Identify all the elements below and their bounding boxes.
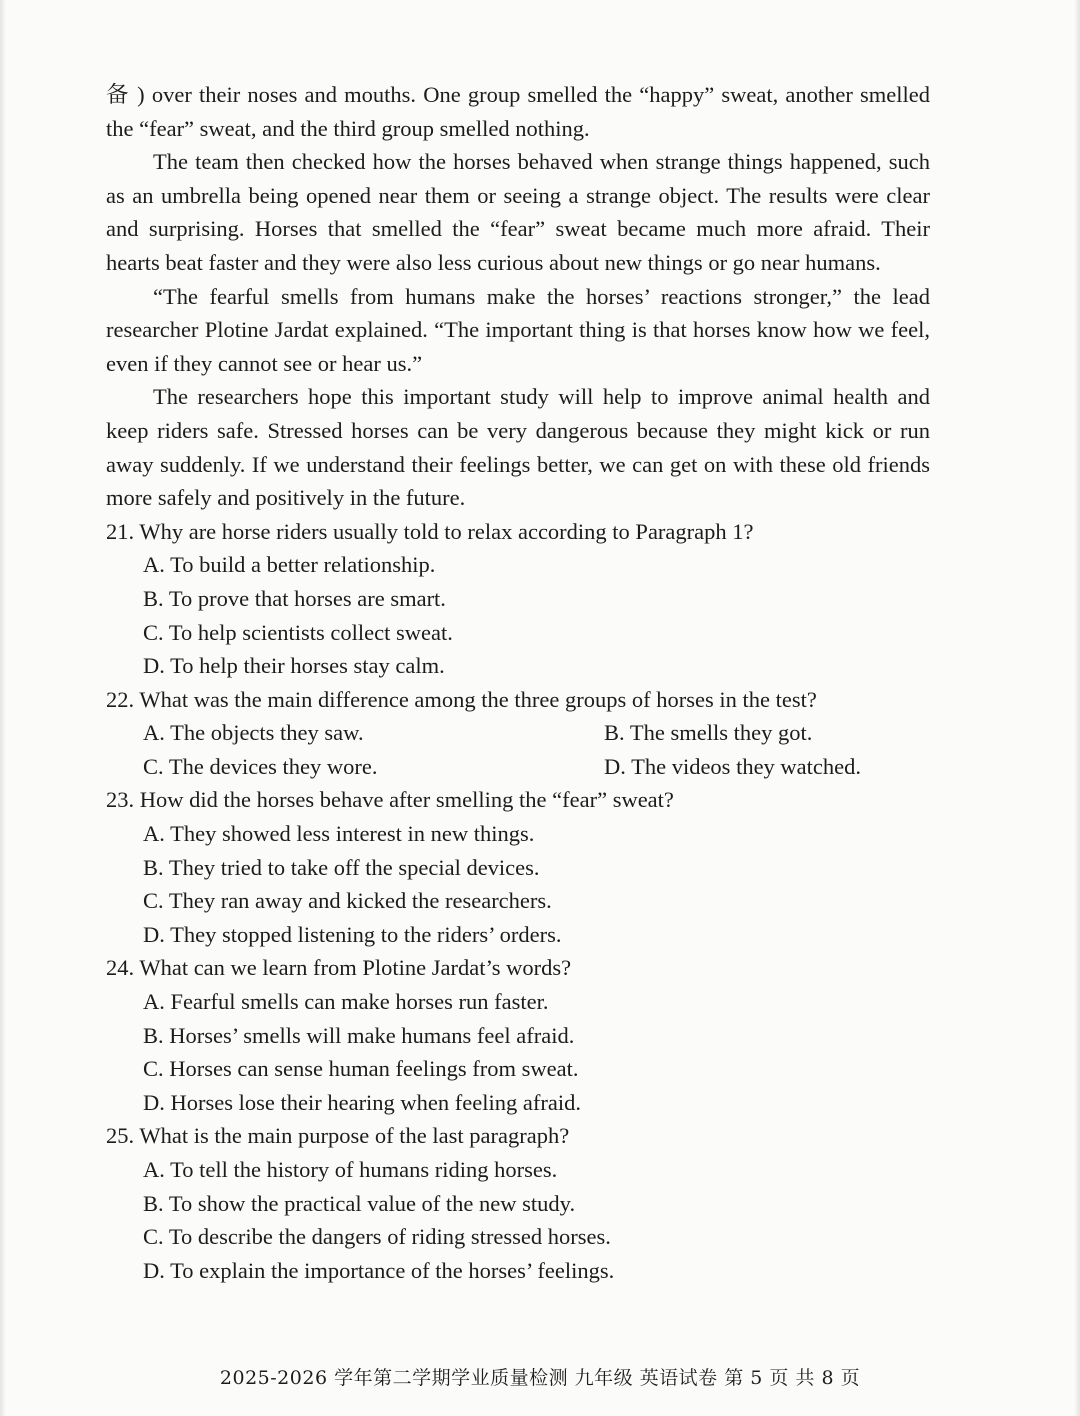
option-c: C. Horses can sense human feelings from sweat. — [143, 1056, 579, 1082]
scan-edge-left — [0, 0, 6, 1416]
option-b: B. To prove that horses are smart. — [143, 585, 446, 611]
question-24 — [106, 951, 930, 1119]
question-stem: 24. What can we learn from Plotine Jardat’s words? — [106, 955, 572, 981]
option-b: B. Horses’ smells will make humans feel afraid. — [143, 1022, 575, 1048]
option-d: D. They stopped listening to the riders’ orders. — [143, 921, 562, 947]
option-b: B. To show the practical value of the new study. — [143, 1190, 576, 1216]
question-22 — [106, 683, 930, 784]
question-stem: 23. How did the horses behave after smelling the “fear” sweat? — [106, 787, 674, 813]
option-a: A. They showed less interest in new things. — [143, 821, 535, 847]
option-a: A. To build a better relationship. — [143, 552, 436, 578]
option-d: D. Horses lose their hearing when feeling afraid. — [143, 1089, 581, 1115]
option-a: A. The objects they saw. — [143, 720, 364, 746]
exam-page-content — [106, 78, 930, 1287]
question-stem: 21. Why are horse riders usually told to relax according to Paragraph 1? — [106, 518, 754, 544]
option-c: C. The devices they wore. — [143, 753, 378, 779]
passage-paragraph: The team then checked how the horses behaved when strange things happened, such as an umbrella being opened near them or seeing a strange object. The results were clear and surprising. Horses that smelled the “fear” sweat became much more afraid. Their hearts beat faster and they were also less curious about new things or go near humans. — [106, 149, 930, 275]
passage-paragraph: The researchers hope this important study will help to improve animal health and keep riders safe. Stressed horses can be very dangerous because they might kick or run away suddenly. If we understand their feelings better, we can get on with these old friends more safely and positively in the future. — [106, 384, 930, 511]
option-d: D. The videos they watched. — [604, 753, 862, 779]
passage-paragraph: 备 ) over their noses and mouths. One group smelled the “happy” sweat, another smelled the “fear” sweat, and the third group smelled nothing. — [106, 82, 930, 141]
option-c: C. To help scientists collect sweat. — [143, 619, 453, 645]
page-footer: 2025-2026 学年第二学期学业质量检测 九年级 英语试卷 第 5 页 共 8 页 — [219, 1367, 861, 1389]
option-c: C. They ran away and kicked the researchers. — [143, 888, 552, 914]
option-b: B. They tried to take off the special devices. — [143, 854, 540, 880]
option-b: B. The smells they got. — [604, 720, 813, 746]
question-21 — [106, 515, 930, 683]
option-grid — [106, 716, 930, 783]
question-23 — [106, 783, 930, 951]
scan-edge-right — [1074, 0, 1080, 1416]
reading-passage — [106, 78, 930, 515]
option-a: A. Fearful smells can make horses run faster. — [143, 989, 549, 1015]
option-d: D. To help their horses stay calm. — [143, 653, 445, 679]
option-c: C. To describe the dangers of riding stressed horses. — [143, 1224, 611, 1250]
question-list — [106, 515, 930, 1288]
question-stem: 25. What is the main purpose of the last paragraph? — [106, 1123, 570, 1149]
option-d: D. To explain the importance of the horses’ feelings. — [143, 1257, 615, 1283]
question-25 — [106, 1119, 930, 1287]
question-stem: 22. What was the main difference among the three groups of horses in the test? — [106, 686, 817, 712]
passage-paragraph: “The fearful smells from humans make the horses’ reactions stronger,” the lead researcher Plotine Jardat explained. “The important thing is that horses know how we feel, even if they cannot see or hear us.” — [106, 283, 930, 376]
option-a: A. To tell the history of humans riding horses. — [143, 1157, 558, 1182]
